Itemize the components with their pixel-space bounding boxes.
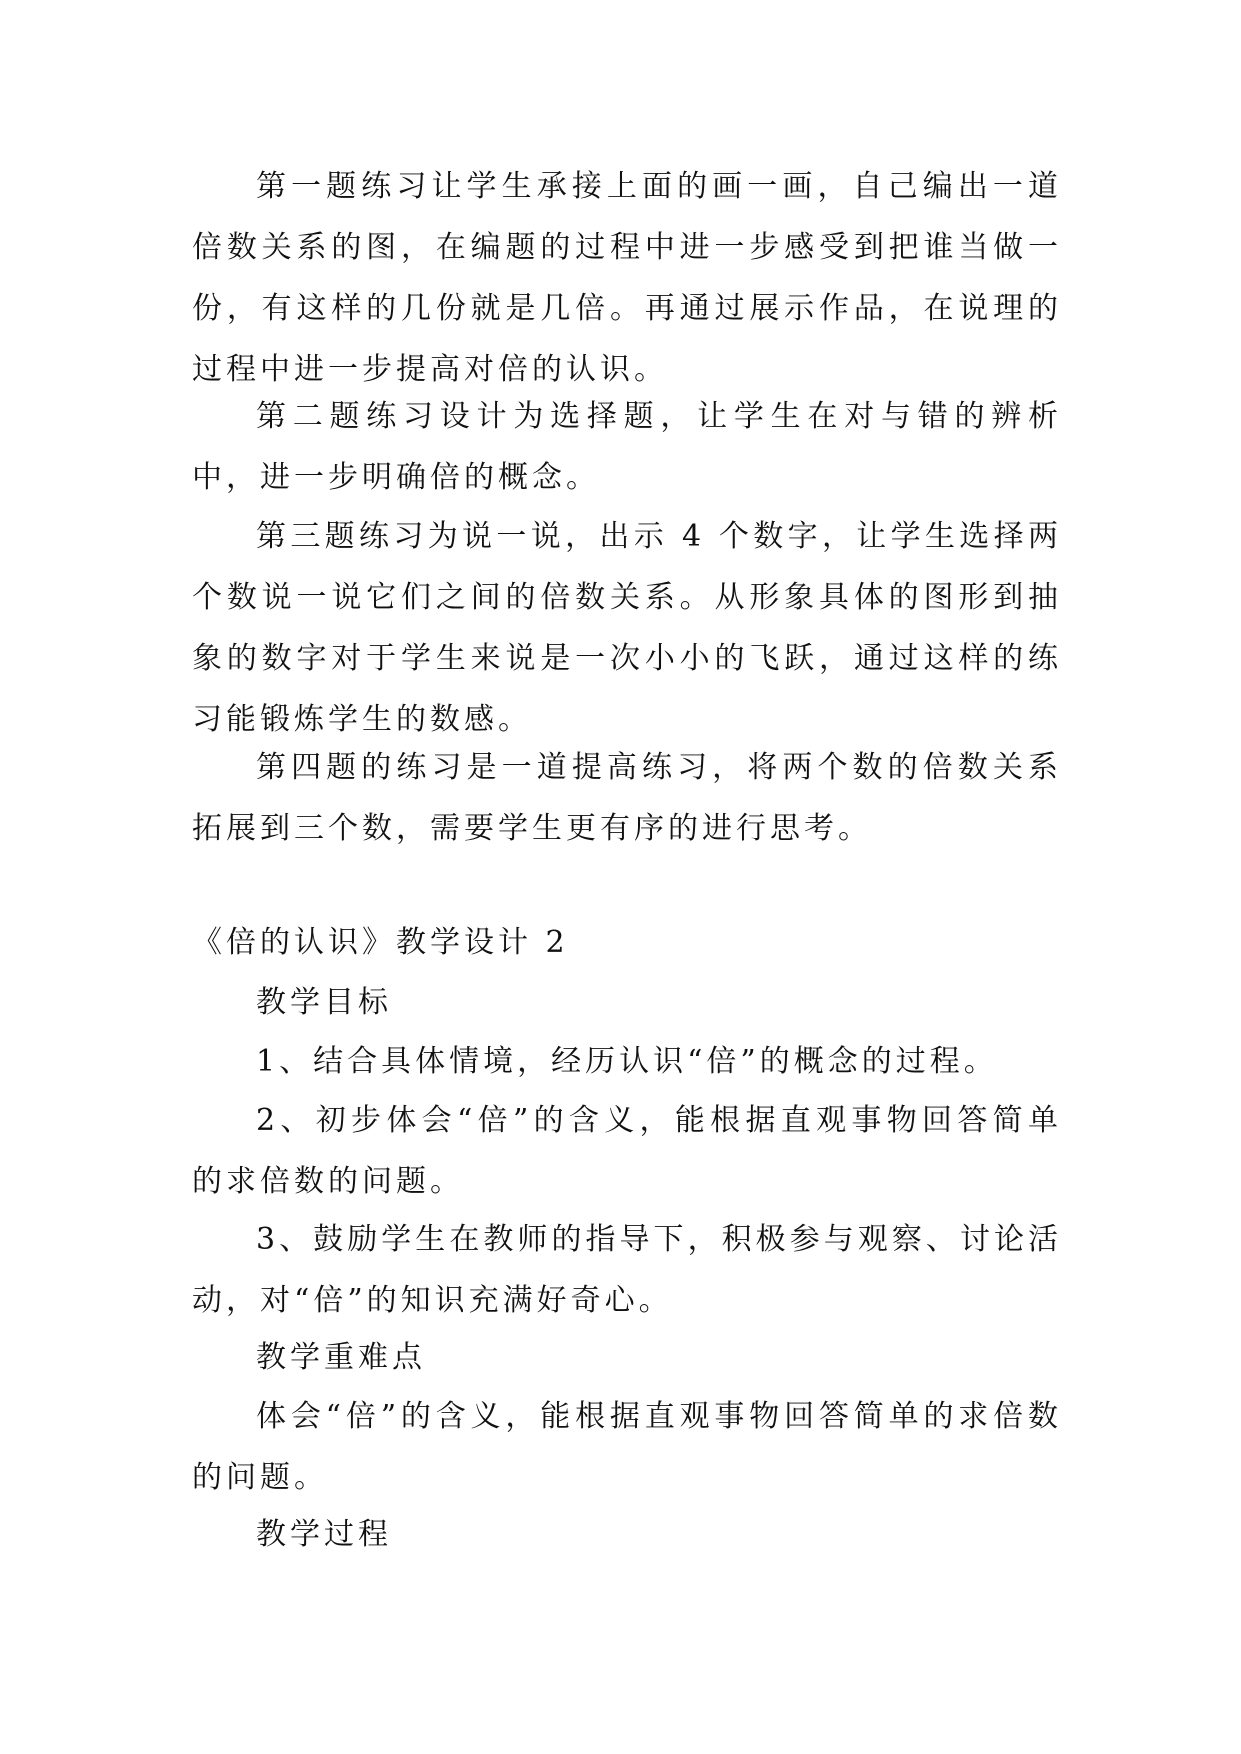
paragraph-exercise-3: 第三题练习为说一说，出示 4 个数字，让学生选择两个数说一说它们之间的倍数关系。从形象具体的图形到抽象的数字对于学生来说是一次小小的飞跃，通过这样的练习能锻炼学生的数感。: [192, 519, 1062, 737]
section-heading-process: 教学过程: [256, 1517, 392, 1552]
goal-item-3: 3、鼓励学生在教师的指导下，积极参与观察、讨论活动，对“倍”的知识充满好奇心。: [192, 1222, 1062, 1318]
section-heading-key-points: 教学重难点: [256, 1340, 426, 1375]
paragraph-exercise-4: 第四题的练习是一道提高练习，将两个数的倍数关系拓展到三个数，需要学生更有序的进行思考。: [192, 750, 1062, 846]
goal-item-1: 1、结合具体情境，经历认识“倍”的概念的过程。: [256, 1044, 998, 1079]
key-points-text: 体会“倍”的含义，能根据直观事物回答简单的求倍数的问题。: [192, 1399, 1062, 1495]
paragraph-exercise-2: 第二题练习设计为选择题，让学生在对与错的辨析中，进一步明确倍的概念。: [192, 399, 1062, 495]
section-heading-goals: 教学目标: [256, 985, 392, 1020]
paragraph-exercise-1: 第一题练习让学生承接上面的画一画，自己编出一道倍数关系的图，在编题的过程中进一步感受到把谁当做一份，有这样的几份就是几倍。再通过展示作品，在说理的过程中进一步提高对倍的认识。: [192, 169, 1062, 387]
design-2-title: 《倍的认识》教学设计 2: [192, 925, 569, 960]
goal-item-2: 2、初步体会“倍”的含义，能根据直观事物回答简单的求倍数的问题。: [192, 1103, 1062, 1199]
